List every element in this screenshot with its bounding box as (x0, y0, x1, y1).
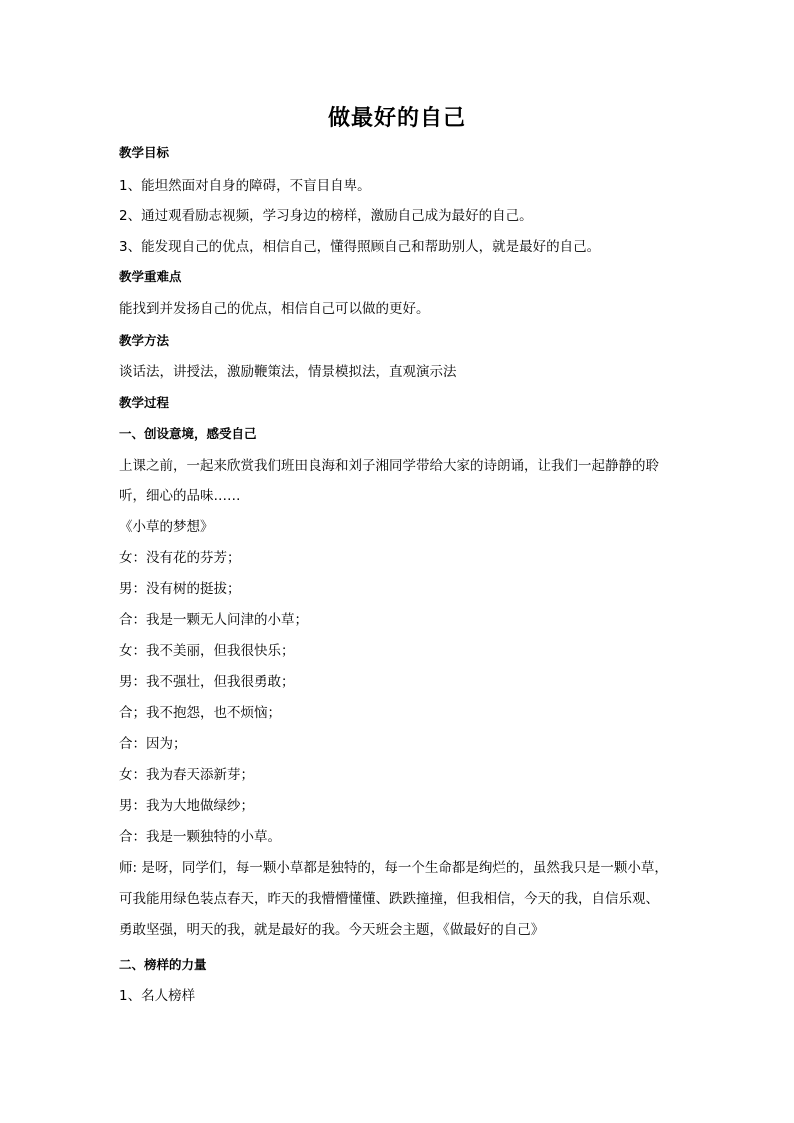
process-heading: 教学过程 (119, 395, 170, 410)
poem-title: 《小草的梦想》 (119, 519, 214, 535)
methods-heading: 教学方法 (119, 333, 170, 348)
poem-line: 男：没有树的挺拔； (119, 581, 241, 597)
poem-line: 合；我不抱怨，也不烦恼； (119, 705, 281, 721)
objective-item: 1、能坦然面对自身的障碍，不盲目自卑。 (119, 178, 371, 194)
poem-line: 男：我为大地做绿纱； (119, 798, 254, 814)
objective-item: 3、能发现自己的优点，相信自己，懂得照顾自己和帮助别人，就是最好的自己。 (119, 239, 601, 255)
teacher-paragraph-line: 勇敢坚强，明天的我，就是最好的我。今天班会主题，《做最好的自己》 (119, 922, 545, 938)
part2-heading: 二、榜样的力量 (119, 957, 207, 972)
poem-line: 合：我是一颗独特的小草。 (119, 829, 281, 845)
part1-heading: 一、创设意境，感受自己 (119, 426, 257, 441)
teacher-paragraph-line: 师: 是呀，同学们，每一颗小草都是独特的，每一个生命都是绚烂的，虽然我只是一颗小草， (119, 860, 668, 876)
intro-paragraph-line: 上课之前，一起来欣赏我们班田良海和刘子湘同学带给大家的诗朗诵，让我们一起静静的聆 (119, 458, 659, 474)
key-points-heading: 教学重难点 (119, 269, 182, 284)
part2-item: 1、名人榜样 (119, 988, 196, 1004)
poem-line: 女：没有花的芬芳； (119, 550, 241, 566)
poem-line: 男：我不强壮，但我很勇敢； (119, 674, 295, 690)
intro-paragraph-line: 听，细心的品味…… (119, 488, 241, 504)
objective-item: 2、通过观看励志视频，学习身边的榜样，激励自己成为最好的自己。 (119, 208, 533, 224)
poem-line: 合：因为； (119, 736, 187, 752)
objectives-heading: 教学目标 (119, 145, 170, 160)
methods-text: 谈话法，讲授法，激励鞭策法，情景模拟法，直观演示法 (119, 364, 457, 380)
poem-line: 女：我为春天添新芽； (119, 767, 254, 783)
teacher-paragraph-line: 可我能用绿色装点春天，昨天的我懵懵懂懂、跌跌撞撞，但我相信，今天的我，自信乐观、 (119, 891, 659, 907)
poem-line: 女：我不美丽，但我很快乐； (119, 643, 295, 659)
key-points-text: 能找到并发扬自己的优点，相信自己可以做的更好。 (119, 301, 430, 317)
poem-line: 合：我是一颗无人问津的小草； (119, 612, 308, 628)
document-title: 做最好的自己 (327, 106, 466, 131)
